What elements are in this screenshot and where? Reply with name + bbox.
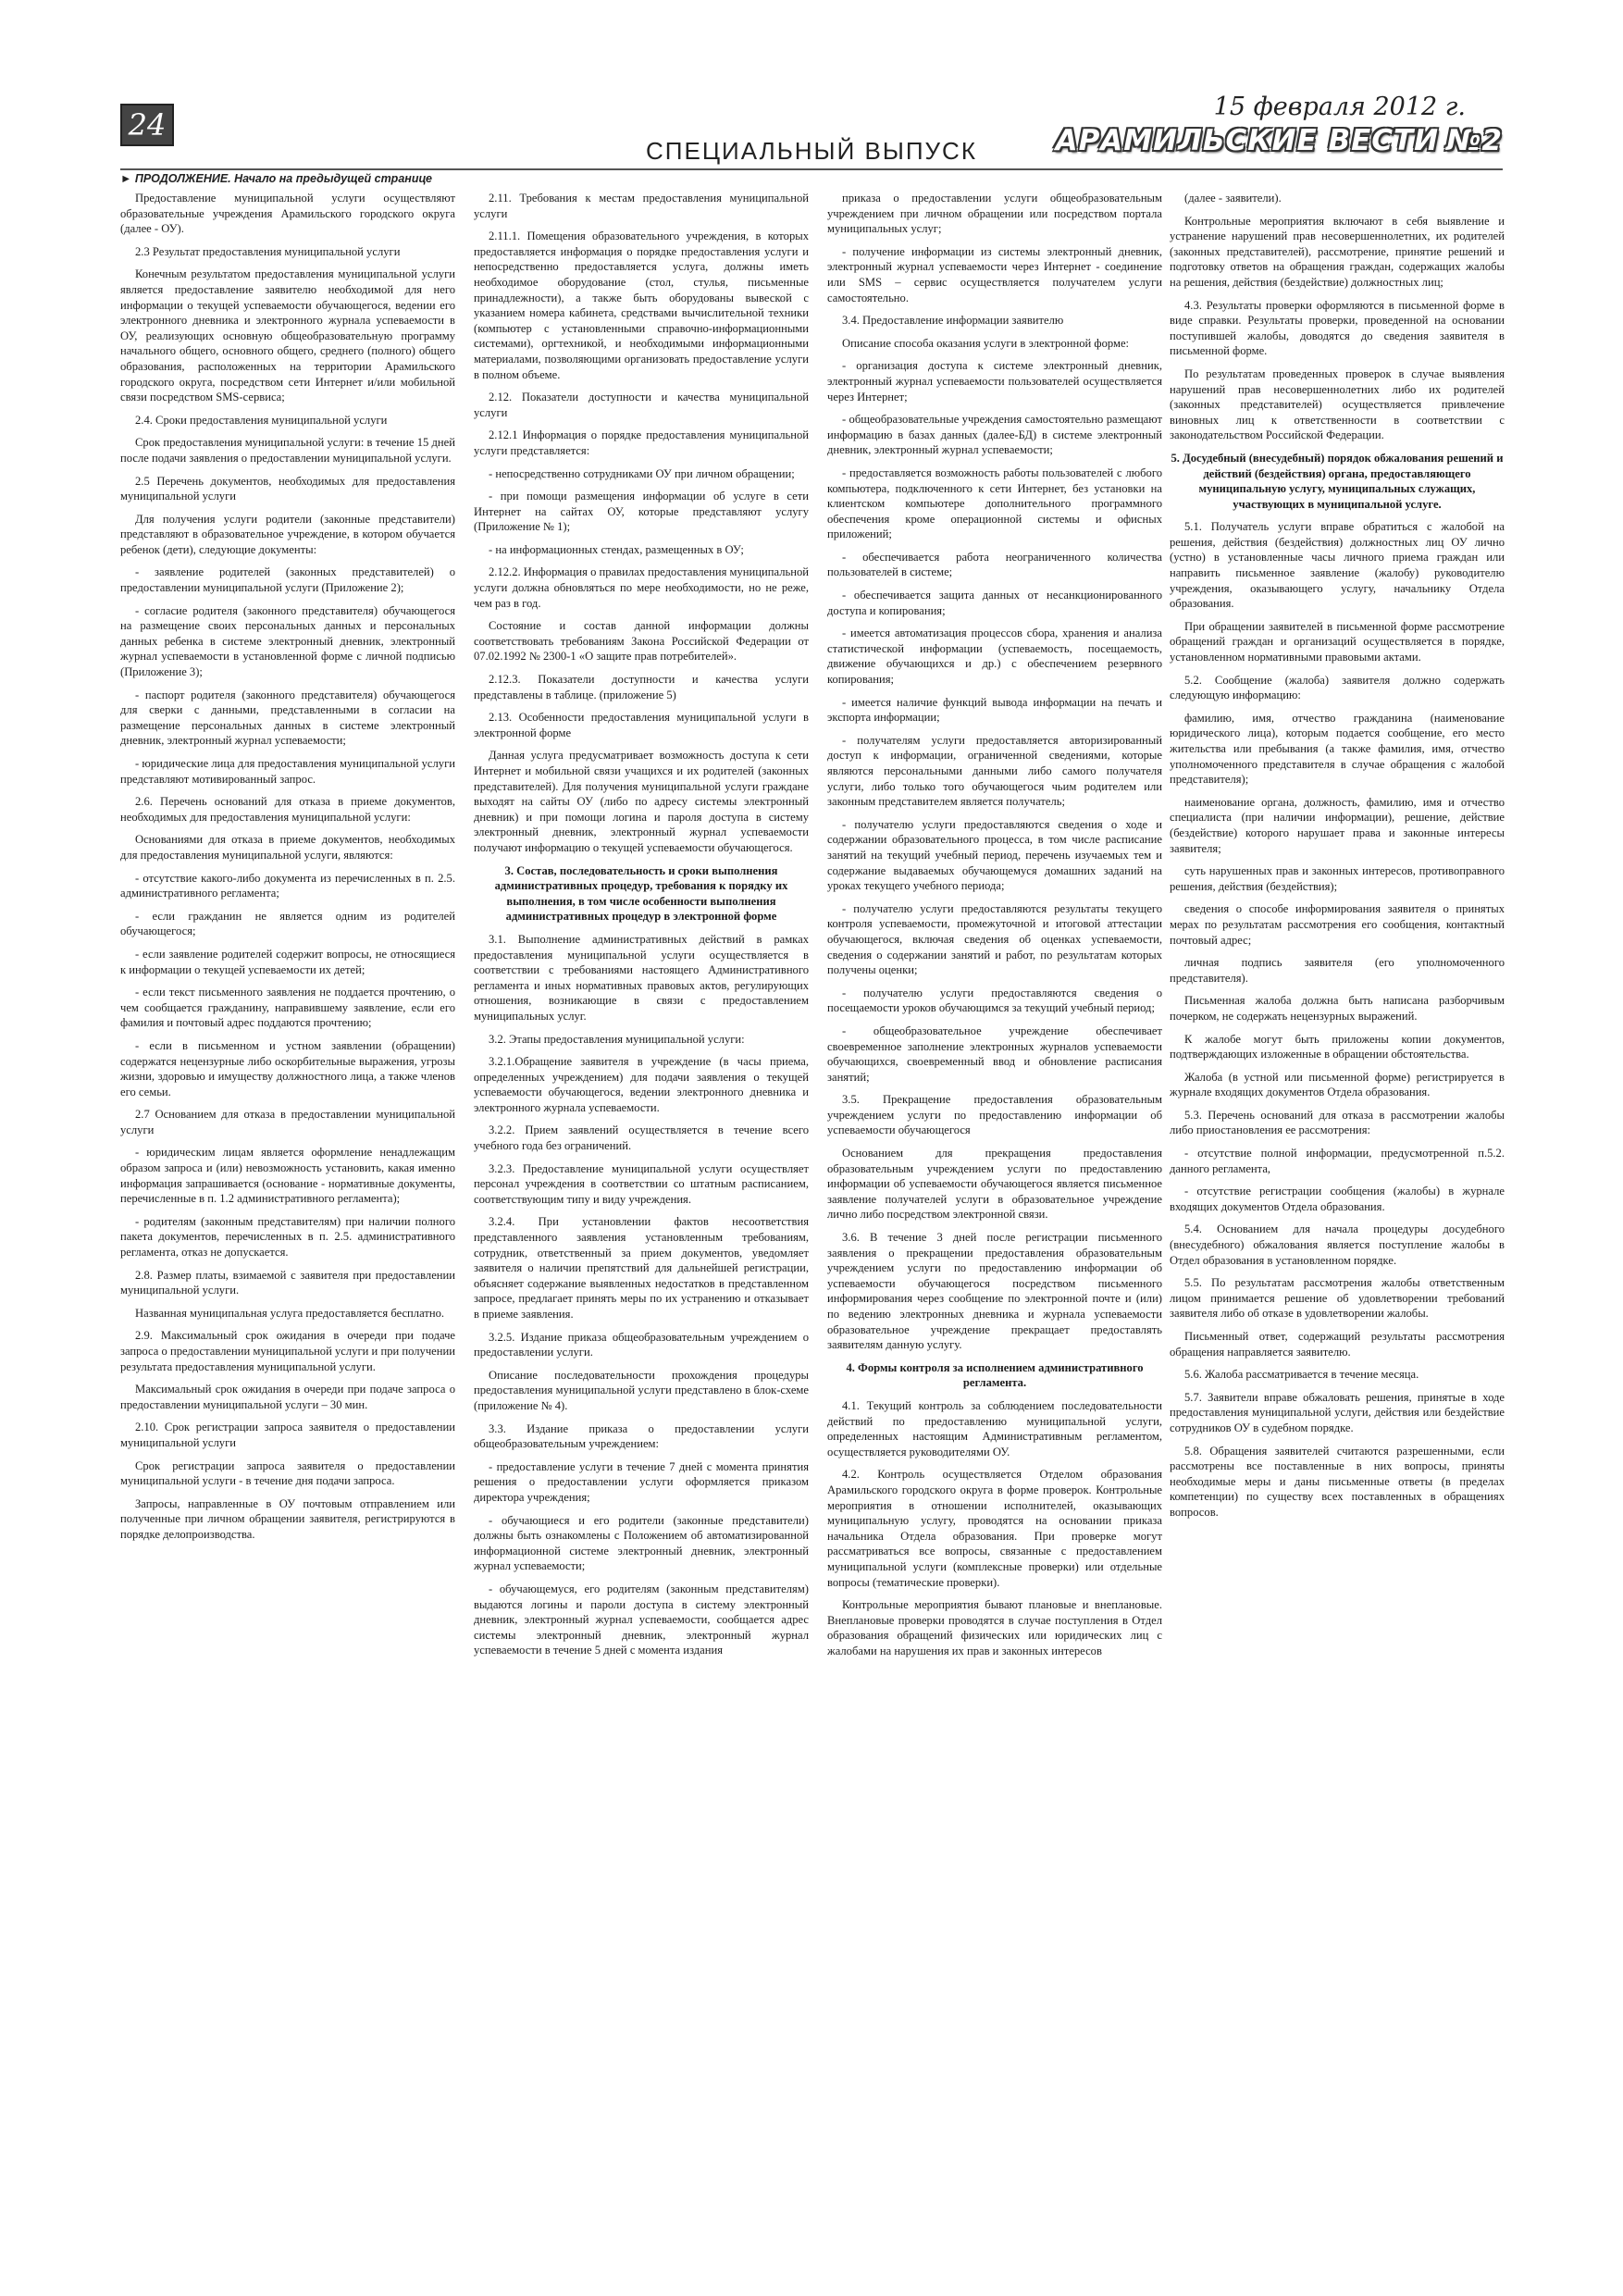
paragraph: Срок предоставления муниципальной услуги: в течение 15 дней после подачи заявления о предоставлении муниципальной услуги. xyxy=(120,436,455,465)
paragraph: - получателю услуги предоставляются сведения о посещаемости уроков обучающимся за текущий учебный период; xyxy=(827,986,1162,1015)
text-column-4 xyxy=(1170,191,1505,1528)
paragraph: Состояние и состав данной информации должны соответствовать требованиям Закона Российской Федерации от 07.02.1992 № 2300-1 «О защите прав потребителей». xyxy=(474,619,809,664)
paragraph: - отсутствие какого-либо документа из перечисленных в п. 2.5. административного регламента; xyxy=(120,871,455,900)
paragraph: (далее - заявители). xyxy=(1184,192,1282,205)
paragraph: - общеобразовательное учреждение обеспечивает своевременное заполнение электронных журналов успеваемости обучающихся, своевременный ввод и обновление расписания занятий; xyxy=(827,1024,1162,1084)
paragraph: 5.6. Жалоба рассматривается в течение месяца. xyxy=(1184,1368,1419,1382)
paragraph: 4.3. Результаты проверки оформляются в письменной форме в виде справки. Результаты проверки, проведенной на основании поступившей жалобы, доводятся до сведения заявителя в письменной форме. xyxy=(1170,298,1505,358)
paragraph: Для получения услуги родители (законные представители) представляют в образовательное учреждение, в котором обучается ребенок (дети), следующие документы: xyxy=(120,512,455,556)
paragraph: - обучающиеся и его родители (законные представители) должны быть ознакомлены с Положением об автоматизированной информационной системе электронный дневник, электронный журнал успеваемости; xyxy=(474,1513,809,1573)
paragraph: - заявление родителей (законных представителей) о предоставлении муниципальной услуги (Приложение 2); xyxy=(120,565,455,595)
paragraph: 5.7. Заявители вправе обжаловать решения, принятые в ходе предоставления муниципальной услуги, действия или бездействие сотрудников ОУ в судебном порядке. xyxy=(1170,1390,1505,1434)
paragraph: - на информационных стендах, размещенных в ОУ; xyxy=(489,542,744,556)
header-rule xyxy=(120,168,1503,170)
paragraph: 5. Досудебный (внесудебный) порядок обжалования решений и действий (бездействия) органа, предоставляющего муниципальную услугу, муниципальных служащих, участвующих в муниципальной услуге. xyxy=(1171,451,1504,511)
paragraph: - предоставление услуги в течение 7 дней с момента принятия решения о предоставлении услуги оформляется приказом директора учреждения; xyxy=(474,1459,809,1504)
paragraph: 3.4. Предоставление информации заявителю xyxy=(842,314,1064,328)
paragraph: - получателю услуги предоставляются сведения о ходе и содержании образовательного процесса, в том числе расписание занятий на текущий учебный период, перечень изучаемых тем и содержание выдаваемых обучающемуся домашних заданий на уроках текущего учебного периода; xyxy=(827,817,1162,893)
paragraph: Письменный ответ, содержащий результаты рассмотрения обращения направляется заявителю. xyxy=(1170,1330,1505,1359)
paragraph: - получение информации из системы электронный дневник, электронный журнал успеваемости через Интернет - соединение или SMS – сервис осуществляется получателем услуги самостоятельно. xyxy=(827,244,1162,304)
paragraph: - общеобразовательные учреждения самостоятельно размещают информацию в базах данных (далее-БД) в системе электронный дневник, электронный журнал успеваемости; xyxy=(827,413,1162,457)
paragraph: Данная услуга предусматривает возможность доступа к сети Интернет и мобильной связи учащихся и их родителей (законных представителей). Для получения муниципальной услуги граждане выходят на сайты ОУ (либо по адресу системы электронный дневник) и при помощи логина и пароля доступа в систему электронный дневник, электронный журнал успеваемости получают информацию о текущей успеваемости обучающегося. xyxy=(474,749,809,854)
paragraph: приказа о предоставлении услуги общеобразовательным учреждением при личном обращении или посредством портала муниципальных услуг; xyxy=(827,192,1162,236)
paragraph: Срок регистрации запроса заявителя о предоставлении муниципальной услуги - в течение дня подачи запроса. xyxy=(120,1458,455,1488)
paragraph: Контрольные мероприятия включают в себя выявление и устранение нарушений прав несовершеннолетних, их родителей (законных представителей), рассмотрение, принятие решений и подготовку ответов на обращения граждан, содержащих жалобы на решения, действия (бездействие) должностных лиц; xyxy=(1170,214,1505,289)
paragraph: - имеется наличие функций вывода информации на печать и экспорта информации; xyxy=(827,695,1162,725)
paragraph: - обеспечивается защита данных от несанкционированного доступа и копирования; xyxy=(827,589,1162,617)
text-column-2 xyxy=(474,191,809,1666)
paragraph: - имеется автоматизация процессов сбора, хранения и анализа статистической информации (успеваемость, посещаемость, движение обучающихся и др.) с обеспечением резервного копирования; xyxy=(827,627,1162,687)
paragraph: 2.3 Результат предоставления муниципальной услуги xyxy=(135,244,401,258)
paragraph: 2.12. Показатели доступности и качества муниципальной услуги xyxy=(474,391,809,419)
paragraph: личная подпись заявителя (его уполномоченного представителя). xyxy=(1170,956,1505,985)
paragraph: 5.4. Основанием для начала процедуры досудебного (внесудебного) обжалования является поступление жалобы в Отдел образования в установленном порядке. xyxy=(1170,1222,1505,1267)
paragraph: 3.2.2. Прием заявлений осуществляется в течение всего учебного года без ограничений. xyxy=(474,1123,809,1153)
paragraph: Основанием для прекращения предоставления образовательным учреждением услуги по предоставлению информации об успеваемости обучающегося является письменное заявление получателей услуги в образовательное учреждение лично либо посредством электронной связи. xyxy=(827,1147,1162,1222)
paragraph: 3.2. Этапы предоставления муниципальной услуги: xyxy=(489,1032,745,1046)
paragraph: Жалоба (в устной или письменной форме) регистрируется в журнале входящих документов Отдела образования. xyxy=(1170,1070,1505,1099)
paragraph: 3. Состав, последовательность и сроки выполнения административных процедур, требования к порядку их выполнения, в том числе особенности выполнения административных процедур в электронной форме xyxy=(494,863,788,924)
paragraph: Описание последовательности прохождения процедуры предоставления муниципальной услуги представлено в блок-схеме (приложение № 4). xyxy=(474,1368,809,1412)
paragraph: 5.2. Сообщение (жалоба) заявителя должно содержать следующую информацию: xyxy=(1170,673,1505,702)
paragraph: - получателям услуги предоставляется авторизированный доступ к информации, ограниченной сведениями, которые являются персональными данными либо самого получателя услуги, либо только того обучающегося чьим родителем или законным представителем является получатель; xyxy=(827,733,1162,809)
continued-note: ► ПРОДОЛЖЕНИЕ. Начало на предыдущей странице xyxy=(120,172,433,185)
paragraph: 4. Формы контроля за исполнением административного регламента. xyxy=(846,1360,1144,1390)
paragraph: - паспорт родителя (законного представителя) обучающегося для сверки с данными, представленными в согласии на размещение персональных данных в системе электронный дневник, электронный журнал успеваемости; xyxy=(120,688,455,748)
paragraph: Описание способа оказания услуги в электронной форме: xyxy=(842,336,1130,350)
paragraph: 2.10. Срок регистрации запроса заявителя о предоставлении муниципальной услуги xyxy=(120,1421,455,1449)
paragraph: 2.12.1 Информация о порядке предоставления муниципальной услуги представляется: xyxy=(474,428,809,457)
paragraph: 2.11. Требования к местам предоставления муниципальной услуги xyxy=(474,192,809,220)
paragraph: - предоставляется возможность работы пользователей с любого компьютера, подключенного к сети Интернет, без установки на клиентском компьютере дополнительного программного обеспечения кроме операционной системы и офисных приложений; xyxy=(827,465,1162,541)
paragraph: - обеспечивается работа неограниченного количества пользователей в системе; xyxy=(827,550,1162,579)
paragraph: Названная муниципальная услуга предоставляется бесплатно. xyxy=(135,1306,445,1320)
paragraph: - отсутствие регистрации сообщения (жалобы) в журнале входящих документов Отдела образования. xyxy=(1170,1185,1505,1213)
paragraph: 3.2.3. Предоставление муниципальной услуги осуществляет персонал учреждения в соответствии со штатным расписанием, соответствующим типу и виду учреждения. xyxy=(474,1161,809,1206)
paragraph: 3.5. Прекращение предоставления образовательным учреждением услуги по предоставлению информации об успеваемости обучающегося xyxy=(827,1093,1162,1137)
section-title: СПЕЦИАЛЬНЫЙ ВЫПУСК xyxy=(646,137,977,165)
paragraph: наименование органа, должность, фамилию, имя и отчество специалиста (при наличии информации), решение, действие (бездействие) которого нарушает права и законные интересы заявителя; xyxy=(1170,795,1505,855)
paragraph: Конечным результатом предоставления муниципальной услуги является предоставление заявителю необходимой для него информации о текущей успеваемости обучающегося, ведении его электронного дневника и электронного журнала успеваемости в ОУ, реализующих основную общеобразовательную программу начального общего, основного общего, среднего (полного) общего образования, расположенных на территории Арамильского городского округа, посредством сети Интернет и/или мобильной связи посредством SMS-сервиса; xyxy=(120,267,455,404)
paragraph: 3.2.4. При установлении фактов несоответствия представленного заявления установленным требованиям, сотрудник, ответственный за прием документов, уведомляет заявителя о наличии препятствий для дальнейшей регистрации, объясняет содержание выявленных недостатков в представленном запросе, предлагает принять меры по их устранению и отказывает в приеме заявления. xyxy=(474,1215,809,1321)
paragraph: 5.8. Обращения заявителей считаются разрешенными, если рассмотрены все поставленные в них вопросы, приняты необходимые меры и даны письменные ответы (в пределах компетенции) по существу всех поставленных в обращениях вопросов. xyxy=(1170,1444,1505,1519)
paragraph: - при помощи размещения информации об услуге в сети Интернет на сайтах ОУ, которые представляют услугу (Приложение № 1); xyxy=(474,490,809,534)
paragraph: По результатам проведенных проверок в случае выявления нарушений прав несовершеннолетних либо их родителей (законных представителей) осуществляется привлечение виновных лиц к ответственности в соответствии с законодательством Российской Федерации. xyxy=(1170,366,1505,442)
paragraph: Основаниями для отказа в приеме документов, необходимых для предоставления муниципальной услуги, являются: xyxy=(120,833,455,862)
newspaper-masthead xyxy=(1056,124,1503,159)
paragraph: 2.9. Максимальный срок ожидания в очереди при подаче запроса о предоставлении муниципальной услуги и при получении результата предоставления муниципальной услуги. xyxy=(120,1329,455,1373)
paragraph: - если гражданин не является одним из родителей обучающегося; xyxy=(120,909,455,938)
paragraph: - получателю услуги предоставляются результаты текущего контроля успеваемости, промежуточной и итоговой аттестации обучающегося, включая сведения об оценках успеваемости, сведения о содержании занятий и работ, по результатам которых получены оценки; xyxy=(827,901,1162,977)
paragraph: Письменная жалоба должна быть написана разборчивым почерком, не содержать нецензурных выражений. xyxy=(1170,994,1505,1023)
paragraph: При обращении заявителей в письменной форме рассмотрение обращений граждан и организаций осуществляется в порядке, установленном нормативными правовыми актами. xyxy=(1170,619,1505,664)
paragraph: - организация доступа к системе электронный дневник, электронный журнал успеваемости пользователей осуществляется через Интернет; xyxy=(827,359,1162,403)
issue-number: №2 xyxy=(1446,124,1503,157)
paragraph: - родителям (законным представителям) при наличии полного пакета документов, перечисленных в п. 2.5. административного регламента, отказ не допускается. xyxy=(120,1214,455,1260)
paragraph: фамилию, имя, отчество гражданина (наименование юридического лица), которым подается сообщение, его место жительства или пребывания (а также фамилия, имя, отчество уполномоченного представителя в случае обращения с жалобой представителя); xyxy=(1170,711,1505,787)
paragraph: 2.7 Основанием для отказа в предоставлении муниципальной услуги xyxy=(120,1108,455,1136)
paragraph: - обучающемуся, его родителям (законным представителям) выдаются логины и пароли доступа в систему электронный дневник, электронный журнал успеваемости, сообщается адрес системы электронный дневник, электронный журнал успеваемости в течение 5 дней с момента издания xyxy=(474,1582,809,1657)
paragraph: - отсутствие полной информации, предусмотренной п.5.2. данного регламента, xyxy=(1170,1147,1505,1175)
paragraph: 3.6. В течение 3 дней после регистрации письменного заявления о прекращении предоставления образовательным учреждением услуги по предоставлению информации об успеваемости обучающегося посредством письменного информирования через сообщение по электронной почте и (или) по ведению электронных дневника и журнала успеваемости образовательное учреждение прекращает предоставлять заявителям данную услугу. xyxy=(827,1231,1162,1352)
paragraph: - если заявление родителей содержит вопросы, не относящиеся к информации о текущей успеваемости их детей; xyxy=(120,947,455,976)
paragraph: Максимальный срок ожидания в очереди при подаче запроса о предоставлении муниципальной услуги – 30 мин. xyxy=(120,1383,455,1411)
paragraph: 5.3. Перечень оснований для отказа в рассмотрении жалобы либо приостановления ее рассмотрения: xyxy=(1170,1108,1505,1137)
paragraph: - если текст письменного заявления не поддается прочтению, о чем сообщается гражданину, направившему заявление, если его фамилия и почтовый адрес поддаются прочтению; xyxy=(120,986,455,1030)
paragraph: Предоставление муниципальной услуги осуществляют образовательные учреждения Арамильского городского округа (далее - ОУ). xyxy=(120,192,455,236)
paragraph: - непосредственно сотрудниками ОУ при личном обращении; xyxy=(489,466,795,480)
paragraph: 3.2.1.Обращение заявителя в учреждение (в часы приема, определенных учреждением) для подачи заявления о текущей успеваемости обучающегося, ведении электронного дневника и электронного журнала успеваемости. xyxy=(474,1055,809,1114)
paragraph: Запросы, направленные в ОУ почтовым отправлением или полученные при личном обращении заявителя, регистрируются в порядке делопроизводства. xyxy=(120,1496,455,1541)
text-column-1 xyxy=(120,191,455,1550)
paragraph: сведения о способе информирования заявителя о принятых мерах по результатам рассмотрения его сообщения, контактный почтовый адрес; xyxy=(1170,902,1505,947)
paragraph: 3.1. Выполнение административных действий в рамках предоставления муниципальной услуги осуществляется в соответствии с требованиями настоящего Административного регламента и иных нормативных правовых актов, регулирующих отношения, возникающие в связи с предоставлением муниципальных услуг. xyxy=(474,932,809,1023)
page-number: 24 xyxy=(120,104,174,146)
paragraph: 2.6. Перечень оснований для отказа в приеме документов, необходимых для предоставления муниципальной услуги: xyxy=(120,795,455,824)
paragraph: 5.1. Получатель услуги вправе обратиться с жалобой на решения, действия (бездействия) должностных лиц ОУ лично (устно) в установленные часы личного приема граждан или направить письменное заявление (жалобу) руководителю учреждения, оказывающего услугу, начальнику Отдела образования. xyxy=(1170,520,1505,611)
issue-date: 15 февраля 2012 г. xyxy=(1213,93,1466,121)
paragraph: 5.5. По результатам рассмотрения жалобы ответственным лицом принимается решение об удовлетворении требований заявителя либо об отказе в удовлетворении жалобы. xyxy=(1170,1276,1505,1321)
paragraph: 4.2. Контроль осуществляется Отделом образования Арамильского городского округа в форме проверок. Контрольные мероприятия в отношении исполнителей, оказывающих муниципальную услугу, проводятся на основании приказа начальника Отдела образования. При проверке могут рассматриваться все вопросы, связанные с предоставлением муниципальной услуги (комплексные проверки) или отдельные вопросы (тематические проверки). xyxy=(827,1468,1162,1589)
paragraph: - юридические лица для предоставления муниципальной услуги представляют мотивированный запрос. xyxy=(120,757,455,786)
paragraph: 2.8. Размер платы, взимаемой с заявителя при предоставлении муниципальной услуги. xyxy=(120,1268,455,1297)
paragraph: 2.11.1. Помещения образовательного учреждения, в которых предоставляется информация о порядке предоставления услуги и непосредственно предоставляется услуга, должны иметь необходимое оборудование (стол, стулья, письменные принадлежности), а также быть оборудованы вывеской с указанием номера кабинета, средствами вычислительной техники (компьютер с установленными справочно-информационными системами), оргтехникой, и необходимыми информационными материалами, позволяющими организовать предоставление услуги в полном объеме. xyxy=(474,230,809,381)
paragraph: К жалобе могут быть приложены копии документов, подтверждающих изложенные в обращении обстоятельства. xyxy=(1170,1032,1505,1061)
paragraph: 2.12.3. Показатели доступности и качества услуги представлены в таблице. (приложение 5) xyxy=(474,673,809,701)
paragraph: 2.5 Перечень документов, необходимых для предоставления муниципальной услуги xyxy=(120,474,455,503)
paragraph: 2.13. Особенности предоставления муниципальной услуги в электронной форме xyxy=(474,711,809,739)
paragraph: 2.12.2. Информация о правилах предоставления муниципальной услуги должна обновляться по мере необходимости, но не реже, чем раз в год. xyxy=(474,565,810,610)
paragraph: - юридическим лицам является оформление ненадлежащим образом запроса и (или) невозможность установить, какая именно информация запрашивается (основание - нормативные документы, перечисленные в п. 1.2 административного регламента); xyxy=(120,1146,455,1206)
paragraph: - если в письменном и устном заявлении (обращении) содержатся нецензурные либо оскорбительные выражения, угрозы жизни, здоровью и имуществу должностного лица, а также членов его семьи. xyxy=(120,1038,455,1098)
paragraph: 2.4. Сроки предоставления муниципальной услуги xyxy=(135,413,388,427)
paragraph: - согласие родителя (законного представителя) обучающегося на размещение своих персональных данных и персональных данных ребенка в системе электронный дневник, электронный журнал успеваемости в установленной форме с личной подписью (Приложение 3); xyxy=(120,603,455,679)
paragraph: 3.2.5. Издание приказа общеобразовательным учреждением о предоставлении услуги. xyxy=(474,1330,809,1359)
paragraph: 3.3. Издание приказа о предоставлении услуги общеобразовательным учреждением: xyxy=(474,1421,809,1451)
newspaper-name: АРАМИЛЬСКИЕ ВЕСТИ xyxy=(1055,124,1440,157)
paragraph: 4.1. Текущий контроль за соблюдением последовательности действий по предоставлению муниципальной услуги, определенных настоящим Административным регламентом, осуществляется руководителями ОУ. xyxy=(827,1398,1162,1458)
text-column-3 xyxy=(827,191,1162,1666)
paragraph: Контрольные мероприятия бывают плановые и внеплановые. Внеплановые проверки проводятся в случае поступления в Отдел образования обращений физических или юридических лиц с жалобами на нарушения их прав и законных интересов xyxy=(827,1598,1162,1657)
paragraph: суть нарушенных прав и законных интересов, противоправного решения, действия (бездействия); xyxy=(1170,864,1505,893)
